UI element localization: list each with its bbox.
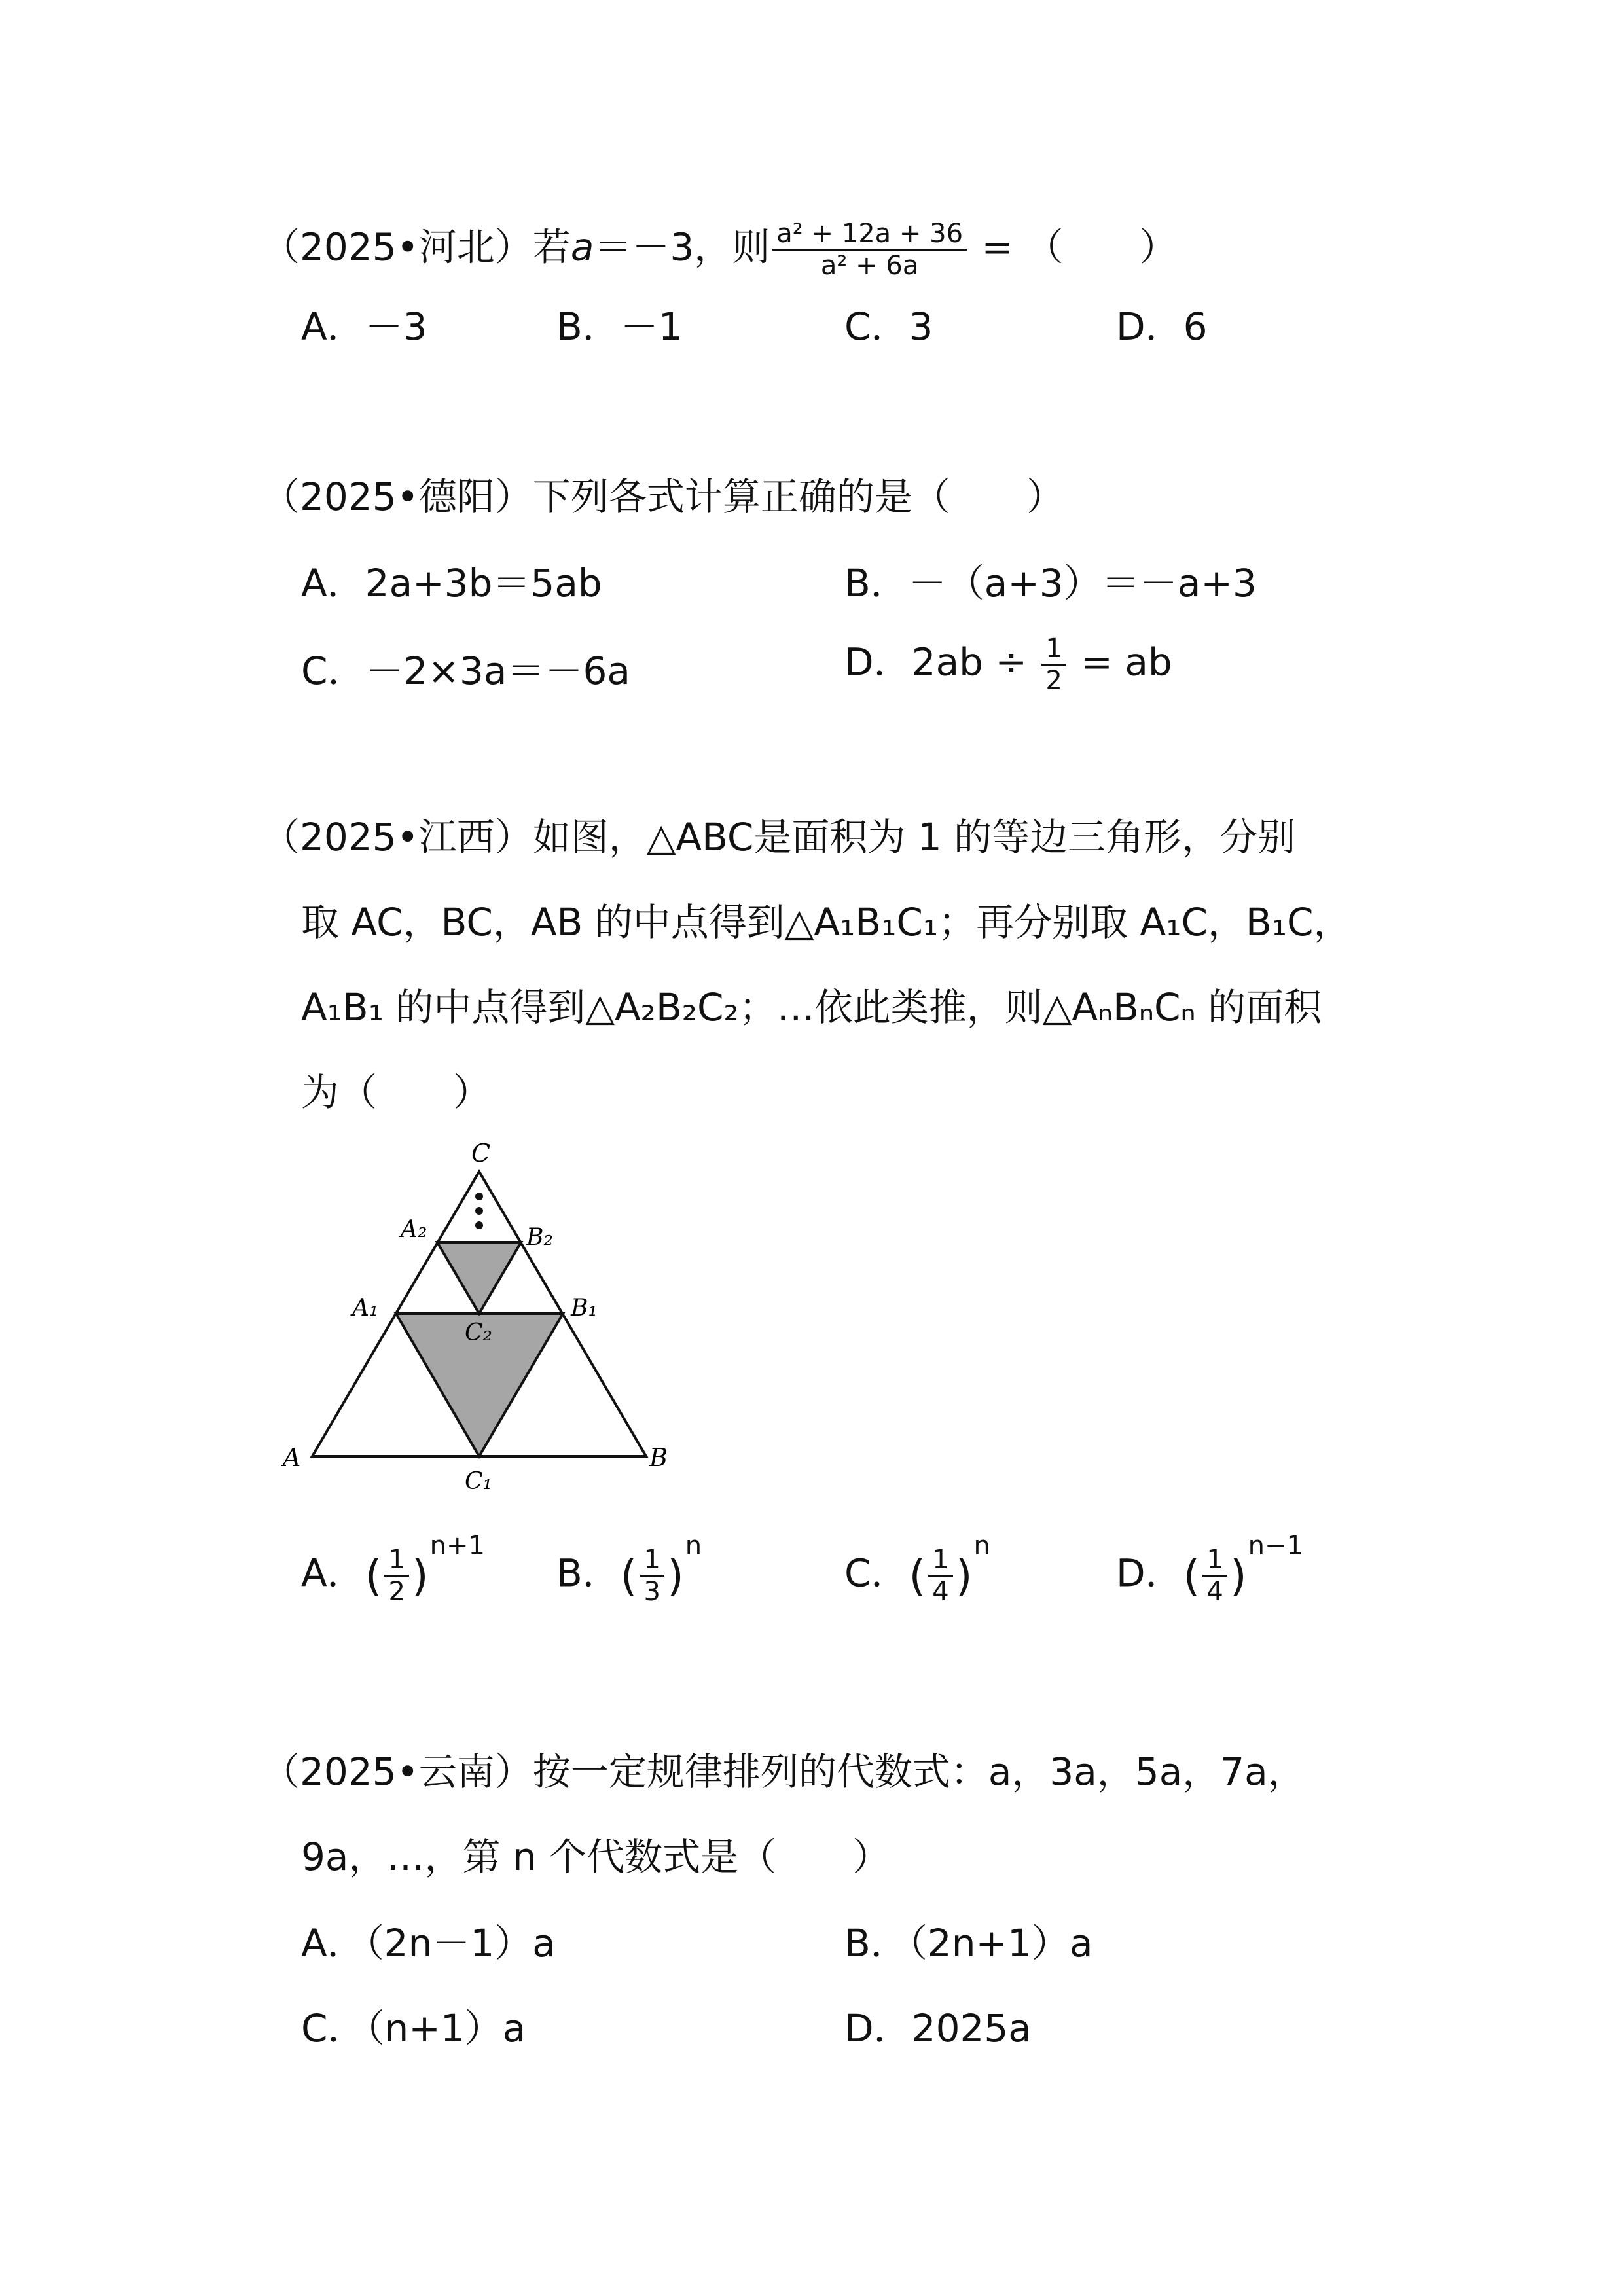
q4-line-2: 9a，…，第 n 个代数式是（ ） bbox=[301, 1835, 891, 1879]
q3-option-c-label: C． bbox=[844, 1551, 909, 1596]
q1-fraction bbox=[772, 219, 967, 281]
q3-option-d-expr: ( $\frac{1}{4}$ ) n−1 bbox=[1183, 1530, 1303, 1607]
ellipsis-dot-3 bbox=[475, 1221, 483, 1229]
label-c1: C₁ bbox=[465, 1468, 492, 1495]
q1-option-c[interactable]: C．3 bbox=[844, 304, 933, 349]
q1-stem-prefix: （2025•河北）若 bbox=[262, 224, 571, 270]
q3-b-den: 3 bbox=[643, 1577, 660, 1607]
q1-numerator: a² + 12a + 36 bbox=[772, 219, 967, 251]
q3-line-2: 取 AC，BC，AB 的中点得到△A₁B₁C₁；再分别取 A₁C，B₁C， bbox=[301, 900, 1352, 944]
label-c2: C₂ bbox=[465, 1319, 492, 1346]
q3-option-a-expr: ( $\frac{1}{2}$ ) n+1 bbox=[365, 1530, 485, 1607]
q3-a-exp: n+1 bbox=[429, 1530, 485, 1561]
q3-option-c[interactable] bbox=[844, 1530, 990, 1607]
q3-option-d[interactable] bbox=[1116, 1530, 1303, 1607]
q3-option-b-expr: ( $\frac{1}{3}$ ) n bbox=[620, 1530, 702, 1607]
q3-a-num: 1 bbox=[384, 1545, 408, 1577]
q2-option-a[interactable]: A．2a+3b＝5ab bbox=[301, 561, 602, 605]
q3-d-exp: n−1 bbox=[1248, 1530, 1303, 1561]
q2-option-b[interactable]: B．－（a+3）＝－a+3 bbox=[844, 561, 1257, 605]
q1-option-b[interactable]: B．－1 bbox=[556, 304, 683, 349]
shaded-triangle-2 bbox=[437, 1242, 521, 1314]
q3-c-exp: n bbox=[973, 1530, 990, 1561]
label-b1: B₁ bbox=[571, 1295, 598, 1321]
q3-option-a-label: A． bbox=[301, 1551, 365, 1596]
label-a: A bbox=[283, 1443, 301, 1472]
q2-stem: （2025•德阳）下列各式计算正确的是（ ） bbox=[262, 475, 1064, 519]
q2-option-d-fraction bbox=[1041, 634, 1066, 696]
q2-d-numerator: 1 bbox=[1041, 634, 1066, 666]
q1-stem-mid: ＝－3，则 bbox=[594, 224, 770, 270]
q3-option-d-label: D． bbox=[1116, 1551, 1183, 1596]
q4-option-b[interactable]: B．（2n+1）a bbox=[844, 1921, 1093, 1965]
q3-a-den: 2 bbox=[388, 1577, 405, 1607]
q2-option-c[interactable]: C．－2×3a＝－6a bbox=[301, 649, 630, 693]
label-c: C bbox=[471, 1139, 491, 1168]
q3-line-4: 为（ ） bbox=[301, 1070, 492, 1115]
q1-option-a[interactable]: A．－3 bbox=[301, 304, 427, 349]
q2-option-d[interactable] bbox=[844, 634, 1172, 696]
label-b2: B₂ bbox=[526, 1224, 553, 1251]
q3-option-a[interactable] bbox=[301, 1530, 485, 1607]
q3-triangle-figure bbox=[275, 1139, 668, 1505]
q3-b-num: 1 bbox=[640, 1545, 664, 1577]
q3-line-3: A₁B₁ 的中点得到△A₂B₂C₂；…依此类推，则△AₙBₙCₙ 的面积 bbox=[301, 985, 1322, 1030]
q3-option-b[interactable] bbox=[556, 1530, 702, 1607]
q3-d-den: 4 bbox=[1206, 1577, 1223, 1607]
q4-option-a[interactable]: A．（2n－1）a bbox=[301, 1921, 556, 1965]
q3-option-b-label: B． bbox=[556, 1551, 621, 1596]
q3-b-exp: n bbox=[685, 1530, 702, 1561]
q4-option-c[interactable]: C．（n+1）a bbox=[301, 2006, 526, 2051]
q3-c-den: 4 bbox=[932, 1577, 949, 1607]
q1-stem-suffix: = （ ） bbox=[969, 224, 1178, 270]
q3-c-num: 1 bbox=[928, 1545, 952, 1577]
q2-option-d-prefix: D．2ab ÷ bbox=[844, 639, 1027, 685]
label-a2: A₂ bbox=[401, 1216, 427, 1243]
label-b: B bbox=[649, 1443, 668, 1472]
q3-option-c-expr: ( $\frac{1}{4}$ ) n bbox=[909, 1530, 990, 1607]
q2-option-d-suffix: = ab bbox=[1081, 639, 1172, 685]
ellipsis-dot-1 bbox=[475, 1193, 483, 1200]
q1-var-a: a bbox=[570, 224, 594, 270]
q4-option-d[interactable]: D．2025a bbox=[844, 2006, 1032, 2051]
q1-option-d[interactable]: D．6 bbox=[1116, 304, 1208, 349]
q1-denominator: a² + 6a bbox=[820, 251, 919, 281]
q4-line-1: （2025•云南）按一定规律排列的代数式：a，3a，5a，7a， bbox=[262, 1749, 1306, 1794]
q3-d-num: 1 bbox=[1202, 1545, 1227, 1577]
label-a1: A₁ bbox=[352, 1295, 379, 1321]
ellipsis-dot-2 bbox=[475, 1207, 483, 1215]
q1-stem bbox=[262, 219, 1178, 281]
q2-d-denominator: 2 bbox=[1045, 666, 1062, 696]
q3-line-1: （2025•江西）如图，△ABC是面积为 1 的等边三角形，分别 bbox=[262, 815, 1296, 859]
